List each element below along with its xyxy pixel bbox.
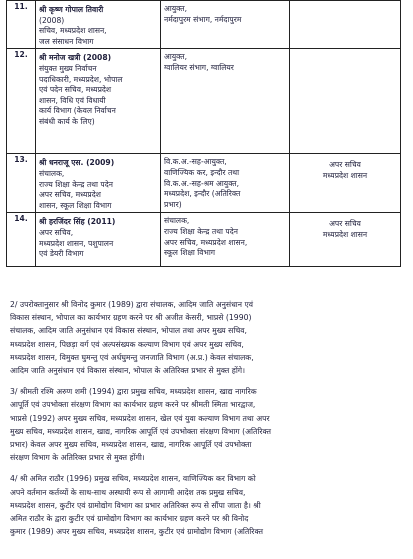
order-paragraphs xyxy=(10,298,406,546)
cell-line: राज्य शिक्षा केन्द्र तथा पदेन xyxy=(39,179,113,189)
paragraph-line: अपने वर्तमान कर्तव्यों के साथ-साथ अस्थायी रूप से आगामी आदेश तक प्रमुख सचिव, xyxy=(10,487,246,497)
paragraph-line: मध्यप्रदेश शासन, कुटीर एवं ग्रामोद्योग विभाग का प्रभार अतिरिक्त रूप से सौंपा जाता है। श्री xyxy=(10,500,261,510)
cell-line: संचालक, xyxy=(39,168,65,178)
officer-name: श्री मनोज खत्री (2008) xyxy=(39,53,112,63)
posting-table xyxy=(6,0,401,267)
cell-line: आयुक्त, xyxy=(164,4,187,13)
cell-line: शासन, विधि एवं विधायी xyxy=(39,95,106,105)
row-number: 12. xyxy=(7,49,36,154)
cell-line: नर्मदापुरम संभाग, नर्मदापुरम xyxy=(164,14,242,24)
cell-line: संबंधी कार्य के लिए) xyxy=(39,116,95,126)
cell-line: स्कूल शिक्षा विभाग xyxy=(164,248,216,258)
cell-line: अपर सचिव, xyxy=(39,227,74,237)
table-row xyxy=(7,1,401,49)
cell-line: एवं पदेन सचिव, मध्यप्रदेश xyxy=(39,85,112,95)
officer-current-post-cell xyxy=(36,1,161,49)
row-number: 11. xyxy=(7,1,36,49)
paragraph-line: विकास संस्थान, भोपाल का कार्यभार ग्रहण करने पर श्री अजीत केसरी, भाप्रसे (1990) xyxy=(10,313,252,323)
designation-cell xyxy=(290,49,401,154)
cell-line: (2008) xyxy=(39,15,65,25)
cell-line: अपर सचिव xyxy=(329,160,361,170)
order-paragraph xyxy=(10,385,406,464)
officer-name: श्री धनराजू एस. (2009) xyxy=(39,158,115,168)
designation-cell xyxy=(290,154,401,213)
table-row xyxy=(7,213,401,267)
cell-line: जल संसाधन विभाग xyxy=(39,36,94,46)
cell-line: मध्यप्रदेश शासन, पशुपालन xyxy=(39,238,114,248)
table-row xyxy=(7,49,401,154)
row-number: 14. xyxy=(7,213,36,267)
paragraph-line: आपूर्ति एवं उपभोक्ता संरक्षण विभाग का कार्यभार ग्रहण करने पर श्रीमती स्मिता भारद्वाज, xyxy=(10,400,256,410)
paragraph-line: मध्यप्रदेश शासन, पिछड़ा वर्ग एवं अल्पसंख्यक कल्याण विभाग एवं अपर मुख्य सचिव, xyxy=(10,339,244,349)
paragraph-line: प्रभार) केवल अपर मुख्य सचिव, मध्यप्रदेश शासन, खाद्य, नागरिक आपूर्ति एवं उपभोक्ता xyxy=(10,440,252,450)
paragraph-line: 3/ श्रीमती रश्मि अरुण शमी (1994) द्वारा प्रमुख सचिव, मध्यप्रदेश शासन, खाद्य नागरिक xyxy=(10,387,257,397)
order-paragraph xyxy=(10,472,406,538)
cell-line: पदाधिकारी, मध्यप्रदेश, भोपाल xyxy=(39,74,123,84)
cell-line: कार्य विभाग (केवल निर्वाचन xyxy=(39,106,116,116)
cell-line: आयुक्त, xyxy=(164,52,187,62)
paragraph-line: भाप्रसे (1992) अपर मुख्य सचिव, मध्यप्रदेश शासन, खेल एवं युवा कल्याण विभाग तथा अपर xyxy=(10,413,270,423)
officer-name: श्री हरजिंदर सिंह (2011) xyxy=(39,217,116,227)
cell-line: प्रभार) xyxy=(164,199,182,209)
paragraph-line: 4/ श्री अमित राठौर (1996) प्रमुख सचिव, मध्यप्रदेश शासन, वाणिज्यिक कर विभाग को xyxy=(10,474,256,484)
paragraph-line: कुमार (1989) अपर मुख्य सचिव, मध्यप्रदेश शासन, कुटीर एवं ग्रामोद्योग विभाग (अतिरिक्त xyxy=(10,527,263,537)
table-row xyxy=(7,154,401,213)
cell-line: एवं डेयरी विभाग xyxy=(39,249,84,259)
cell-line: मध्यप्रदेश शासन xyxy=(322,170,368,180)
cell-line: शासन, स्कूल शिक्षा विभाग xyxy=(39,200,112,210)
cell-line: अपर सचिव, मध्यप्रदेश शासन, xyxy=(164,237,248,247)
cell-line: राज्य शिक्षा केन्द्र तथा पदेन xyxy=(164,226,238,236)
cell-line: वि.क.अ.-सह-आयुक्त, xyxy=(164,157,227,167)
cell-line: वाणिज्यिक कर, इन्दौर तथा xyxy=(164,167,240,177)
paragraph-line: आदिम जाति अनुसंधान एवं विकास संस्थान, भोपाल के अतिरिक्त प्रभार से मुक्त होंगे। xyxy=(10,366,246,376)
paragraph-line: 2/ उपरोक्तानुसार श्री विनोद कुमार (1989) द्वारा संचालक, आदिम जाति अनुसंधान एवं xyxy=(10,300,254,309)
officer-current-post-cell xyxy=(36,49,161,154)
designation-cell xyxy=(290,1,401,49)
cell-line: सचिव, मध्यप्रदेश शासन, xyxy=(39,26,107,36)
row-number: 13. xyxy=(7,154,36,213)
designation-cell xyxy=(290,213,401,267)
cell-line: अपर सचिव xyxy=(329,219,361,229)
new-posting-cell xyxy=(161,1,290,49)
cell-line: संचालक, xyxy=(164,216,190,226)
order-paragraph xyxy=(10,298,406,377)
paragraph-line: संचालक, आदिम जाति अनुसंधान एवं विकास संस्थान, भोपाल तथा अपर मुख्य सचिव, xyxy=(10,326,247,336)
new-posting-cell xyxy=(161,49,290,154)
cell-line: संयुक्त मुख्य निर्वाचन xyxy=(39,63,97,73)
cell-line: अपर सचिव, मध्यप्रदेश xyxy=(39,190,101,200)
paragraph-line: मुख्य सचिव, मध्यप्रदेश शासन, खाद्य, नागरिक आपूर्ति एवं उपभोक्ता संरक्षण विभाग (अतिरिक्त xyxy=(10,426,272,436)
paragraph-line: अमित राठौर के द्वारा कुटीर एवं ग्रामोद्योग विभाग का कार्यभार ग्रहण करने पर श्री विनोद xyxy=(10,514,249,524)
posting-table-body xyxy=(7,1,401,267)
cell-line: मध्यप्रदेश शासन xyxy=(322,229,368,239)
paragraph-line: मध्यप्रदेश शासन, विमुक्त घुमन्तु एवं अर्धघुमन्तु जनजाति विभाग (अ.प्र.) केवल संचालक, xyxy=(10,352,254,362)
paragraph-line: संरक्षण विभाग के अतिरिक्त प्रभार से मुक्त होंगी। xyxy=(10,453,145,463)
new-posting-cell xyxy=(161,213,290,267)
cell-line: मध्यप्रदेश, इन्दौर (अतिरिक्त xyxy=(164,189,241,199)
officer-current-post-cell xyxy=(36,154,161,213)
officer-current-post-cell xyxy=(36,213,161,267)
new-posting-cell xyxy=(161,154,290,213)
cell-line: वि.क.अ.-सह-श्रम आयुक्त, xyxy=(164,178,240,188)
cell-line: ग्वालियर संभाग, ग्वालियर xyxy=(164,62,234,72)
officer-name: श्री कृष्ण गोपाल तिवारी xyxy=(39,5,104,14)
